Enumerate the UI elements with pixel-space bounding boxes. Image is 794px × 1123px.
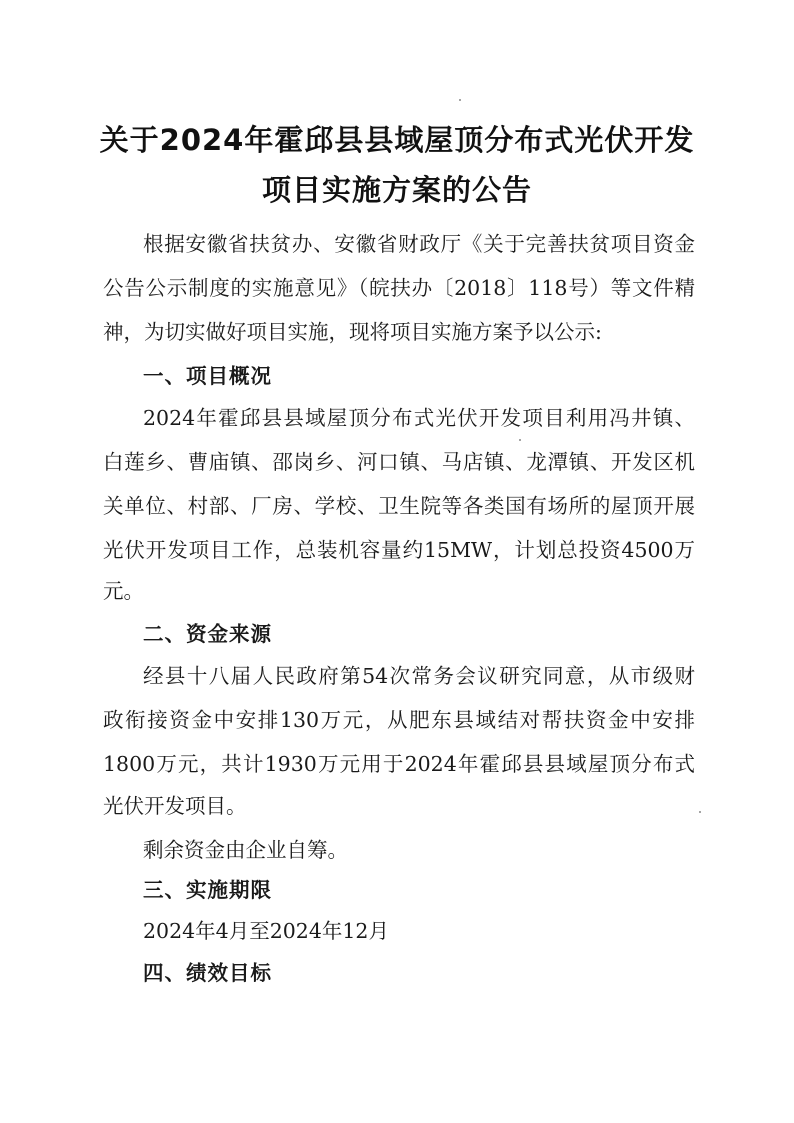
period-text: 2024年4月至2024年12月 xyxy=(143,919,389,943)
section-heading-overview: 一、项目概况 xyxy=(143,364,272,388)
overview-line-3: 关单位、村部、厂房、学校、卫生院等各类国有场所的屋顶开展 xyxy=(103,494,695,518)
funding-remainder: 剩余资金由企业自筹。 xyxy=(143,838,348,862)
document-title-line-1: 关于2024年霍邱县县域屋顶分布式光伏开发 xyxy=(99,123,695,157)
funding-line-4: 光伏开发项目。 xyxy=(103,794,247,818)
section-heading-period: 三、实施期限 xyxy=(143,878,272,902)
intro-line-1: 根据安徽省扶贫办、安徽省财政厅《关于完善扶贫项目资金 xyxy=(143,232,695,256)
intro-line-2: 公告公示制度的实施意见》（皖扶办〔2018〕118号）等文件精 xyxy=(103,276,695,300)
scan-speck xyxy=(699,811,701,813)
intro-line-3: 神，为切实做好项目实施，现将项目实施方案予以公示: xyxy=(103,320,602,344)
document-title-line-2: 项目实施方案的公告 xyxy=(261,173,532,207)
section-heading-targets: 四、绩效目标 xyxy=(143,961,272,985)
funding-line-2: 政衔接资金中安排130万元，从肥东县域结对帮扶资金中安排 xyxy=(103,708,695,732)
overview-line-2: 白莲乡、曹庙镇、邵岗乡、河口镇、马店镇、龙潭镇、开发区机 xyxy=(103,450,695,474)
section-heading-funding: 二、资金来源 xyxy=(143,622,272,646)
scan-speck xyxy=(519,439,521,441)
funding-line-3: 1800万元，共计1930万元用于2024年霍邱县县域屋顶分布式 xyxy=(103,752,695,776)
funding-line-1: 经县十八届人民政府第54次常务会议研究同意，从市级财 xyxy=(143,664,695,688)
overview-line-5: 元。 xyxy=(103,579,144,603)
overview-line-4: 光伏开发项目工作，总装机容量约15MW，计划总投资4500万 xyxy=(103,538,695,562)
overview-line-1: 2024年霍邱县县域屋顶分布式光伏开发项目利用冯井镇、 xyxy=(143,406,695,430)
scan-speck xyxy=(459,99,461,101)
